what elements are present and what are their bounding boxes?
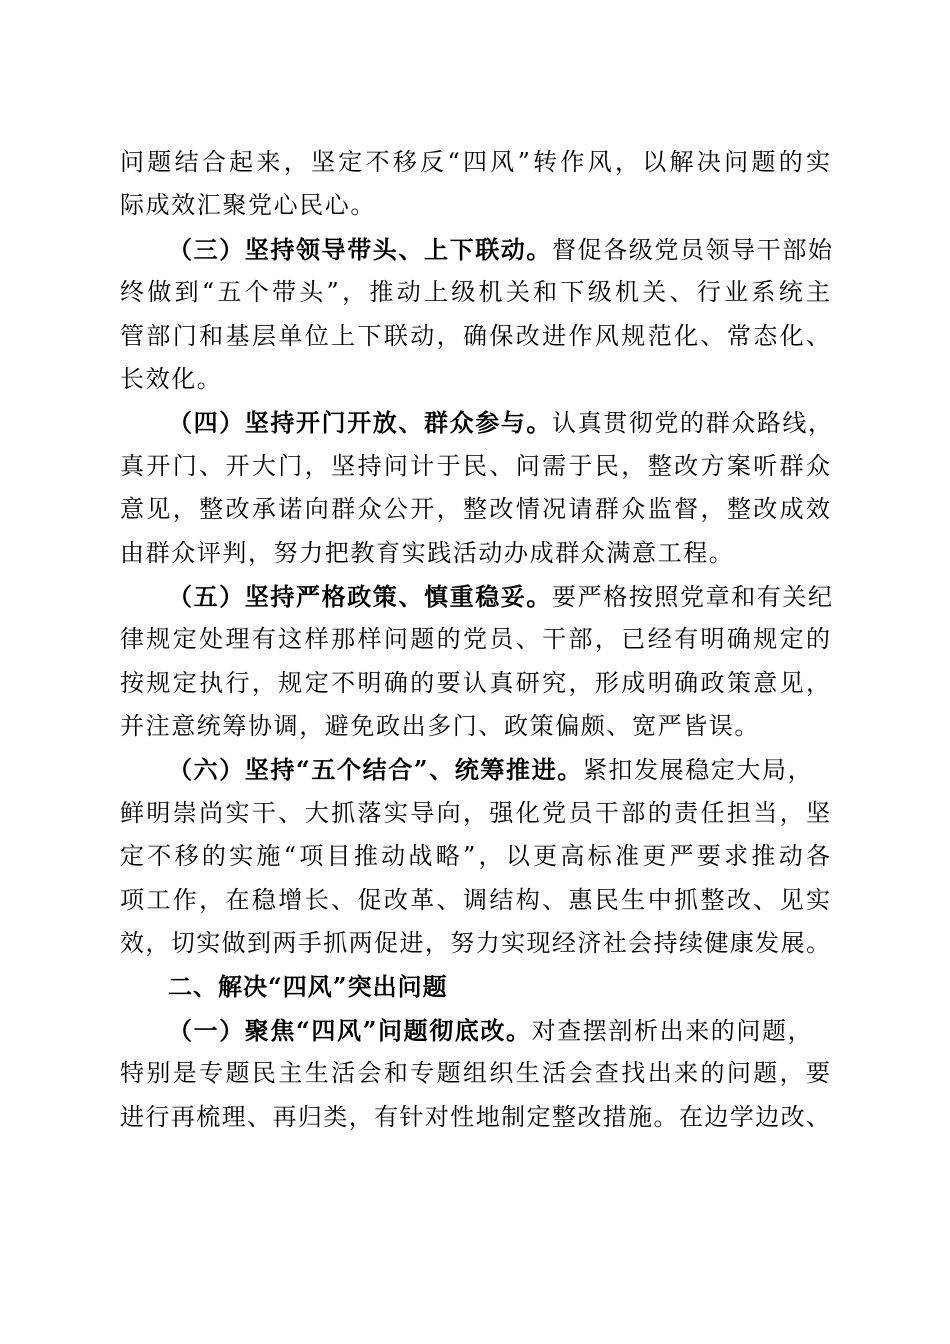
text-line: 管部门和基层单位上下联动，确保改进作风规范化、常态化、 [120,321,830,350]
paragraph-continuation [120,141,830,228]
text-line: 长效化。 [120,364,223,393]
paragraph-text: 紧扣发展稳定大局， [582,756,814,785]
paragraph-text: 对查摆剖析出来的问题， [531,1016,814,1045]
text-line [120,228,834,271]
paragraph-lead: （四）坚持开门开放、群众参与。 [168,408,552,438]
text-line [120,748,830,791]
text-line: 由群众评判，努力把教育实践活动办成群众满意工程。 [120,538,735,567]
text-line [120,401,834,444]
paragraph-4 [120,401,834,575]
paragraph-text: 督促各级党员领导干部始 [552,235,834,264]
paragraph-lead: （六）坚持“五个结合”、统筹推进。 [168,755,583,785]
paragraph-1 [120,1009,830,1139]
paragraph-5 [120,575,834,749]
text-line: 特别是专题民主生活会和专题组织生活会查找出来的问题，要 [120,1059,830,1088]
text-line [120,1009,830,1052]
text-line: 项工作，在稳增长、促改革、调结构、惠民生中抓整改、见实 [120,885,830,914]
text-line: 真开门、开大门，坚持问计于民、问需于民，整改方案听群众 [120,451,830,480]
text-line: 进行再梳理、再归类，有针对性地制定整改措施。在边学边改、 [120,1102,830,1131]
paragraph-lead: （一）聚焦“四风”问题彻底改。 [168,1015,532,1045]
text-line: 并注意统筹协调，避免政出多门、政策偏颇、宽严皆误。 [120,712,760,741]
text-line: 际成效汇聚党心民心。 [120,191,376,220]
text-line: 意见，整改承诺向群众公开，整改情况请群众监督，整改成效 [120,495,830,524]
text-line: 定不移的实施“项目推动战略”，以更高标准更严要求推动各 [120,842,830,871]
paragraph-3 [120,228,834,402]
paragraph-lead: （三）坚持领导带头、上下联动。 [168,234,552,264]
text-line: 终做到“五个带头”，推动上级机关和下级机关、行业系统主 [120,278,830,307]
paragraph-text: 认真贯彻党的群众路线， [552,409,834,438]
paragraph-6 [120,748,830,965]
paragraph-lead: （五）坚持严格政策、慎重稳妥。 [168,581,552,611]
text-line: 按规定执行，规定不明确的要认真研究，形成明确政策意见， [120,668,830,697]
text-line: 问题结合起来，坚定不移反“四风”转作风，以解决问题的实 [120,148,830,176]
text-line: 律规定处理有这样那样问题的党员、干部，已经有明确规定的 [120,625,830,654]
text-line: 效，切实做到两手抓两促进，努力实现经济社会持续健康发展。 [120,929,830,958]
text-line: 鲜明崇尚实干、大抓落实导向，强化党员干部的责任担当，坚 [120,798,830,827]
document-page [120,141,834,1139]
text-line [120,575,834,618]
section-heading: 二、解决“四风”突出问题 [168,972,448,1002]
paragraph-text: 要严格按照党章和有关纪 [552,582,834,611]
